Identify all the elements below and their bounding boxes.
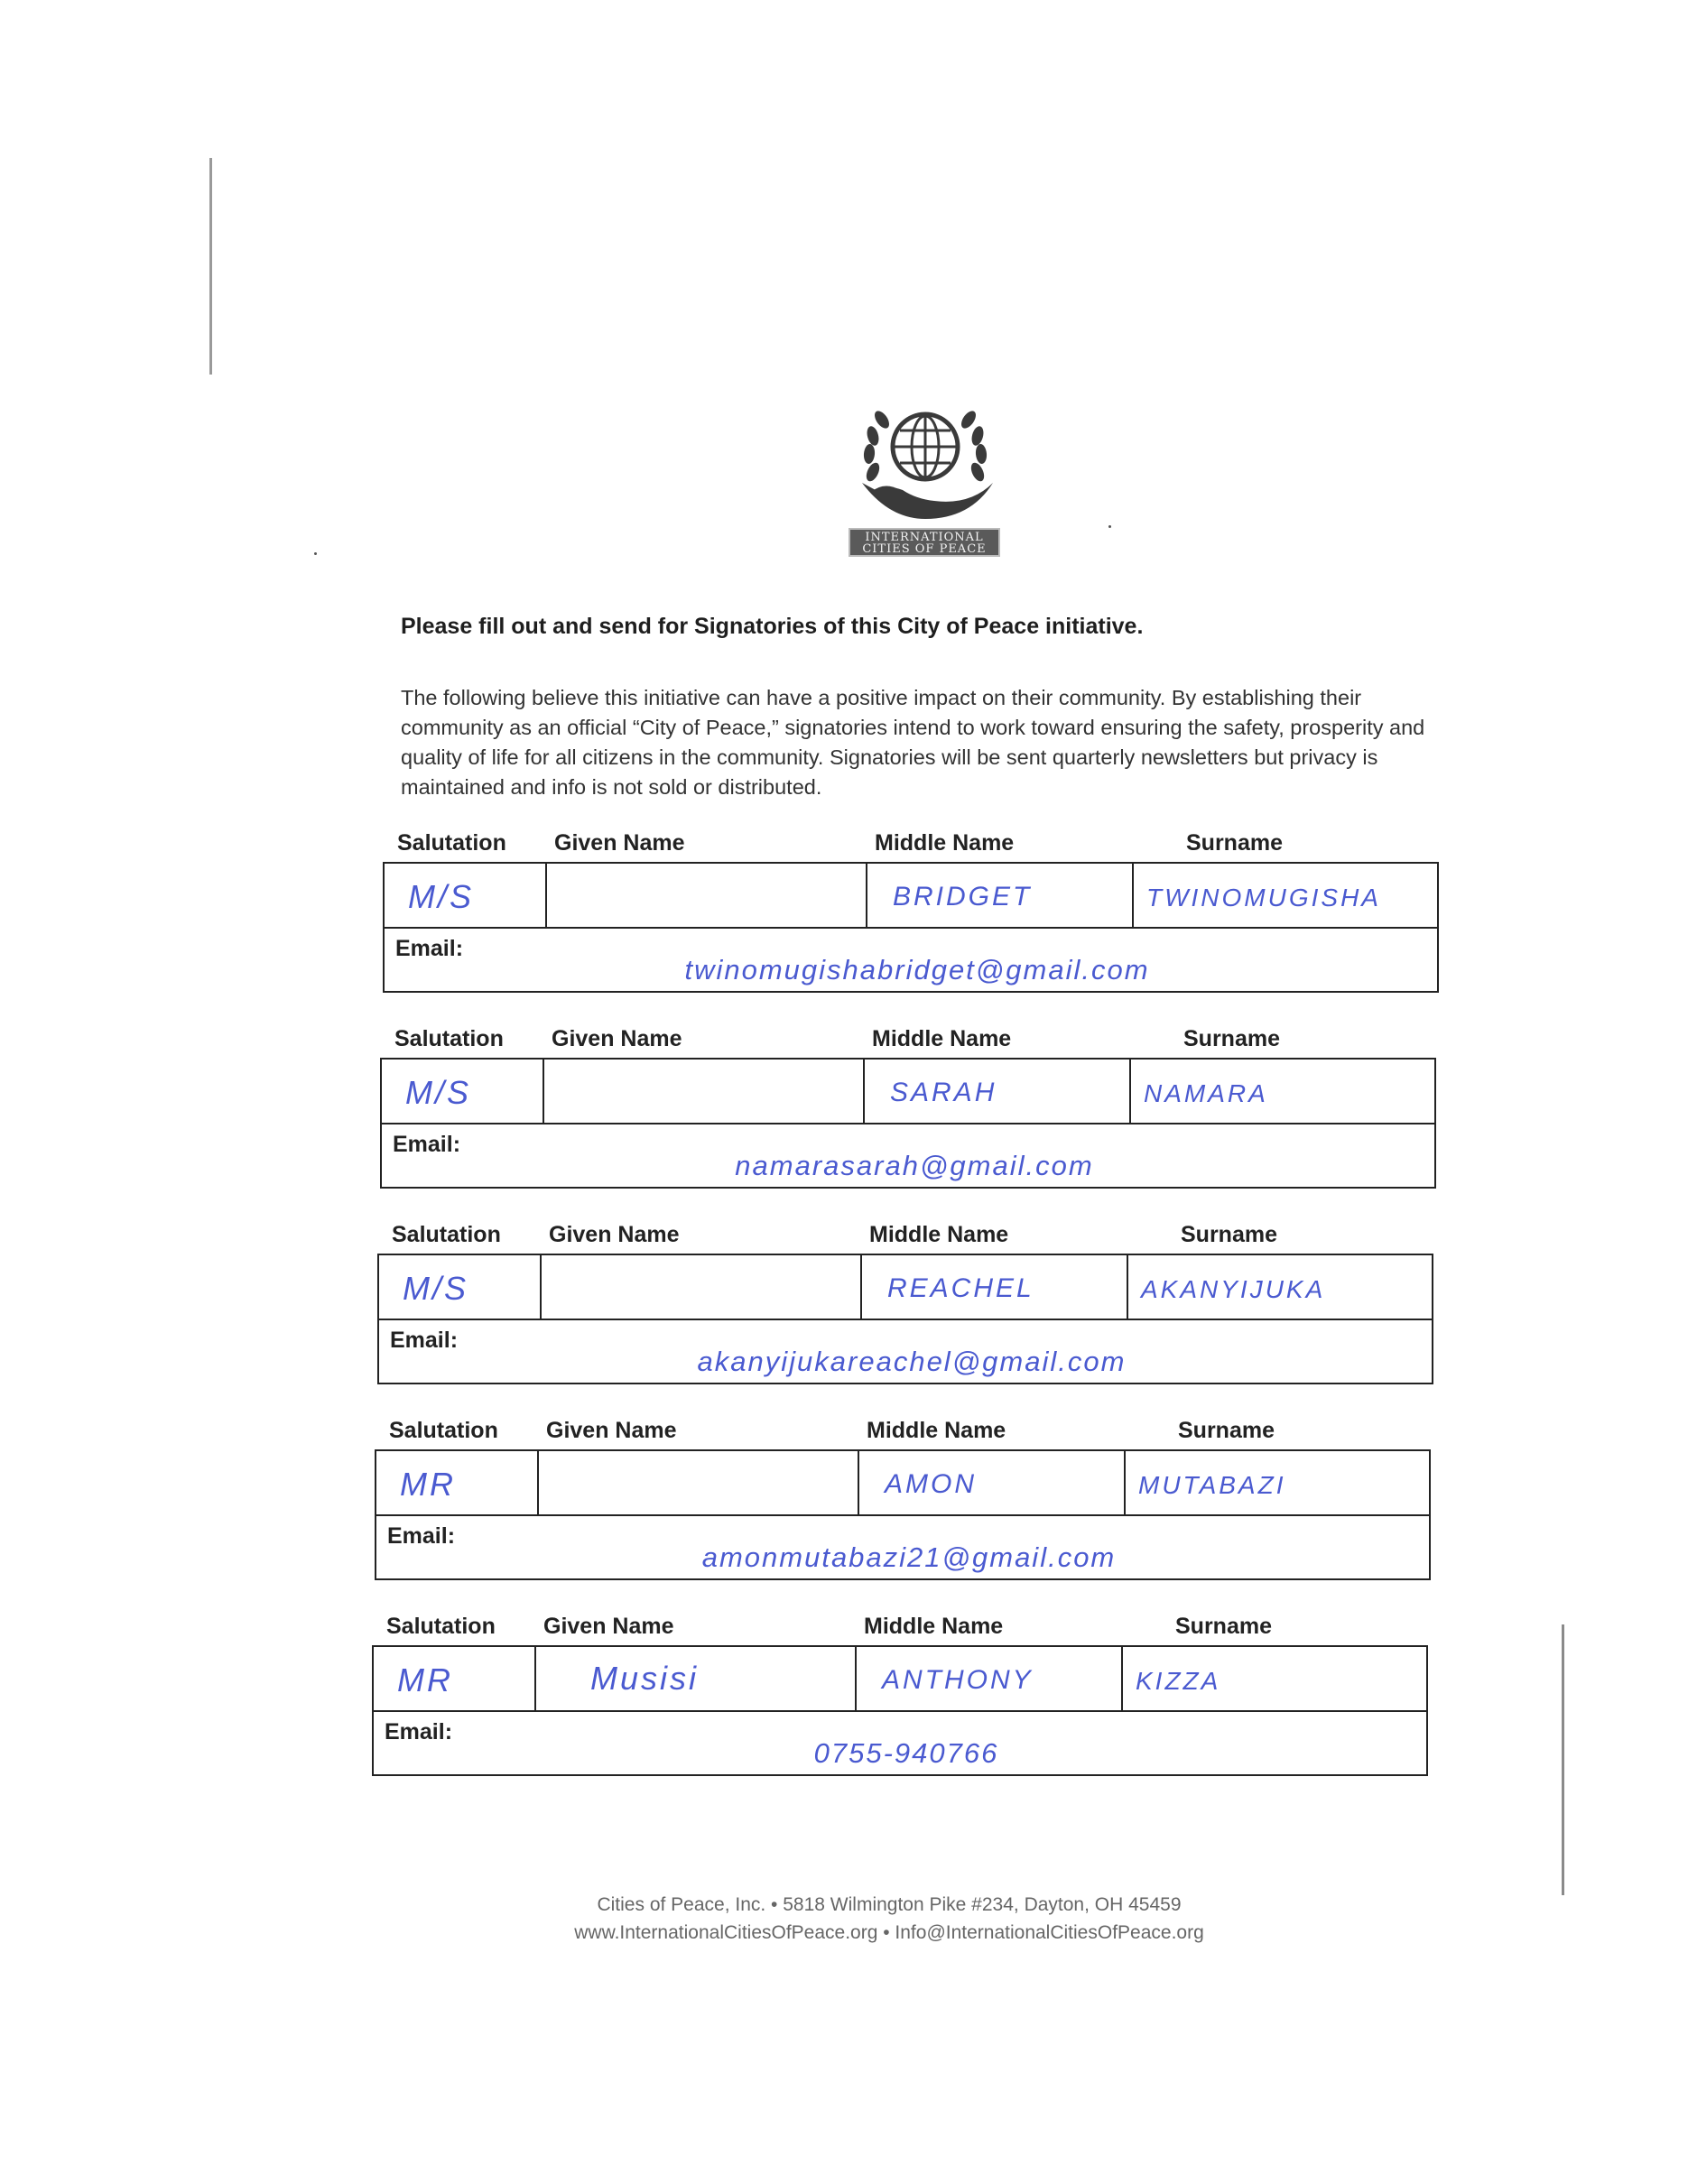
given-name-cell[interactable] [542, 1255, 862, 1319]
middle-name-cell[interactable] [857, 1647, 1123, 1710]
name-row [374, 1647, 1426, 1712]
signatory-block [383, 830, 1439, 1011]
middle-name-value: ANTHONY [882, 1665, 1034, 1695]
footer-address: Cities of Peace, Inc. • 5818 Wilmington Pike #234, Dayton, OH 45459 [597, 1894, 1182, 1915]
middle-name-cell[interactable] [867, 864, 1134, 927]
salutation-value: MR [400, 1466, 456, 1503]
surname-value: KIZZA [1136, 1667, 1221, 1695]
email-label: Email: [390, 1328, 459, 1353]
footer [361, 1891, 1417, 1947]
surname-cell[interactable] [1131, 1060, 1434, 1123]
middle-name-header: Middle Name [869, 1222, 1009, 1247]
given-name-cell[interactable] [547, 864, 867, 927]
salutation-cell[interactable] [382, 1060, 544, 1123]
name-row [382, 1060, 1434, 1124]
footer-contact: www.InternationalCitiesOfPeace.org • Info@InternationalCitiesOfPeace.org [574, 1922, 1204, 1943]
signatory-grid [383, 862, 1439, 993]
signatory-grid [372, 1645, 1428, 1776]
email-value[interactable]: twinomugishabridget@gmail.com [684, 954, 1150, 986]
middle-name-header: Middle Name [875, 830, 1015, 856]
salutation-cell[interactable] [385, 864, 547, 927]
given-name-cell[interactable] [544, 1060, 865, 1123]
intro-paragraph: The following believe this initiative can have a positive impact on their community. By establishing their community as an official “City of Peace,” signatories intend to work toward ensuring the safety, prosperity and quality of life for all citizens in the community. Signatories will be sent quarterly newsletters but privacy is maintained and info is not sold or distributed. [401, 686, 1425, 799]
scan-speck [314, 552, 317, 555]
salutation-header: Salutation [392, 1222, 501, 1247]
salutation-value: M/S [408, 878, 475, 915]
middle-name-value: SARAH [890, 1078, 997, 1107]
given-name-header: Given Name [543, 1614, 674, 1639]
signatory-grid [377, 1254, 1433, 1384]
signatory-grid [380, 1058, 1436, 1189]
middle-name-header: Middle Name [864, 1614, 1004, 1639]
middle-name-value: REACHEL [887, 1273, 1034, 1303]
surname-cell[interactable] [1126, 1451, 1429, 1514]
name-row [385, 864, 1437, 929]
signatory-block [372, 1614, 1428, 1794]
surname-header: Surname [1181, 1222, 1277, 1247]
given-name-header: Given Name [546, 1418, 677, 1443]
salutation-cell[interactable] [379, 1255, 542, 1319]
salutation-header: Salutation [397, 830, 506, 856]
middle-name-header: Middle Name [867, 1418, 1006, 1443]
middle-name-cell[interactable] [859, 1451, 1126, 1514]
middle-name-header: Middle Name [872, 1026, 1012, 1051]
middle-name-value: BRIDGET [893, 882, 1033, 912]
logo-line-2: CITIES OF PEACE [862, 542, 987, 556]
email-label: Email: [395, 936, 464, 961]
salutation-cell[interactable] [374, 1647, 536, 1710]
salutation-cell[interactable] [376, 1451, 539, 1514]
surname-cell[interactable] [1134, 864, 1437, 927]
email-label: Email: [387, 1523, 456, 1549]
given-name-header: Given Name [554, 830, 685, 856]
surname-value: NAMARA [1144, 1079, 1268, 1107]
given-name-header: Given Name [549, 1222, 680, 1247]
email-value[interactable]: akanyijukareachel@gmail.com [697, 1346, 1127, 1377]
email-value[interactable]: namarasarah@gmail.com [735, 1150, 1094, 1181]
salutation-header: Salutation [394, 1026, 504, 1051]
signatory-block [377, 1222, 1433, 1402]
surname-cell[interactable] [1128, 1255, 1432, 1319]
salutation-value: MR [397, 1661, 453, 1698]
middle-name-cell[interactable] [865, 1060, 1131, 1123]
email-label: Email: [393, 1132, 461, 1157]
given-name-header: Given Name [552, 1026, 682, 1051]
logo-line-1: INTERNATIONAL [865, 531, 984, 544]
scan-edge-mark [209, 158, 212, 375]
surname-header: Surname [1175, 1614, 1272, 1639]
surname-value: MUTABAZI [1138, 1471, 1286, 1499]
surname-value: AKANYIJUKA [1141, 1275, 1326, 1303]
middle-name-value: AMON [885, 1469, 977, 1499]
salutation-header: Salutation [386, 1614, 496, 1639]
email-value[interactable]: amonmutabazi21@gmail.com [701, 1541, 1117, 1573]
surname-value: TWINOMUGISHA [1146, 884, 1381, 912]
salutation-header: Salutation [389, 1418, 498, 1443]
surname-cell[interactable] [1123, 1647, 1426, 1710]
logo-wordmark [849, 528, 1000, 557]
name-row [376, 1451, 1429, 1516]
email-label: Email: [385, 1719, 453, 1744]
surname-header: Surname [1186, 830, 1283, 856]
middle-name-cell[interactable] [862, 1255, 1128, 1319]
scan-edge-mark [1562, 1624, 1564, 1895]
given-name-cell[interactable] [536, 1647, 857, 1710]
signatory-grid [375, 1449, 1431, 1580]
surname-header: Surname [1178, 1418, 1275, 1443]
surname-header: Surname [1183, 1026, 1280, 1051]
signatory-block [375, 1418, 1431, 1598]
email-value[interactable]: 0755-940766 [813, 1737, 999, 1769]
signatory-block [380, 1026, 1436, 1207]
salutation-value: M/S [405, 1074, 472, 1111]
given-name-value: Musisi [590, 1660, 700, 1697]
salutation-value: M/S [403, 1270, 469, 1307]
form-heading: Please fill out and send for Signatories of this City of Peace initiative. [401, 614, 1144, 639]
given-name-cell[interactable] [539, 1451, 859, 1514]
name-row [379, 1255, 1432, 1320]
scan-speck [1108, 525, 1111, 528]
